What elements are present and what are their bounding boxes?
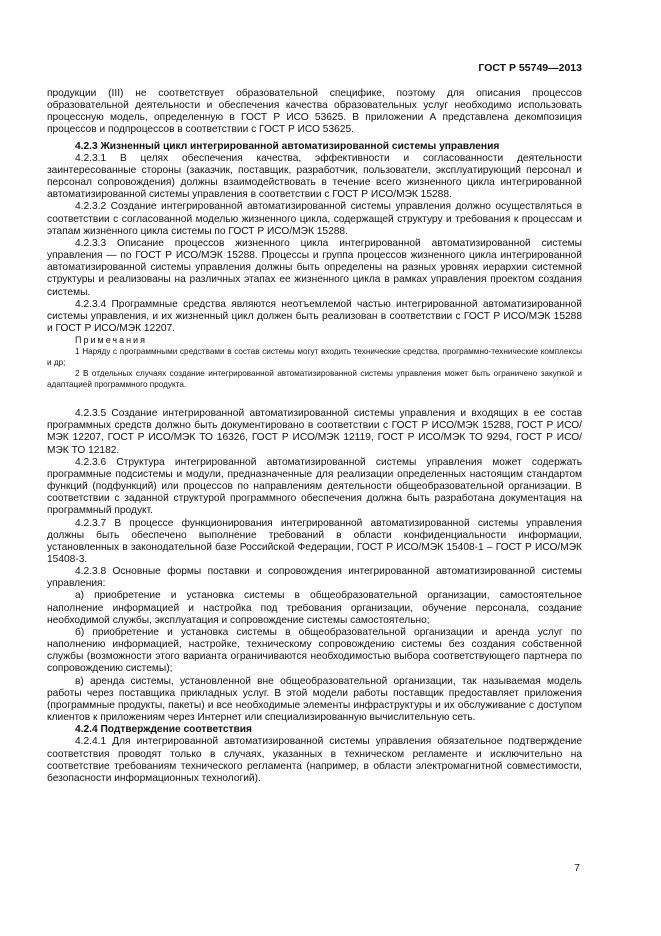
section-heading-4-2-3: 4.2.3 Жизненный цикл интегрированной автоматизированной системы управления [75, 140, 500, 152]
list-item-a: а) приобретение и установка системы в общеобразовательной организации, самостоятельное наполнение информацией и настройка под требования организации, обучение персонала, создание необходимой службы, эксплуатация и сопровождение системы самостоятельно; [47, 590, 582, 626]
document-header-id: ГОСТ Р 55749—2013 [478, 62, 582, 74]
paragraph-4-2-3-6: 4.2.3.6 Структура интегрированной автоматизированной системы управления может содержать программные подсистемы и модули, предназначенные для реализации определенных настоящим стандартом функций (подфункций) или процессов по направлениям деятельности общеобразовательной организации. В соответствии с заданной структурой программного обеспечения должна быть разработана документация на программный продукт. [47, 456, 582, 517]
paragraph-4-2-3-4: 4.2.3.4 Программные средства являются неотъемлемой частью интегрированной автоматизированной системы управления, и их жизненный цикл должен быть реализован в соответствии с ГОСТ Р ИСО/МЭК 15288 и ГОСТ Р ИСО/МЭК 12207. [47, 298, 582, 334]
notes-title: Примечания [75, 335, 147, 346]
paragraph-intro: продукции (III) не соответствует образовательной специфике, поэтому для описания процессов образовательной деятельности и обеспечения качества образовательных услуг необходимо использовать процессную модель, определенную в ГОСТ Р ИСО 53625. В приложении А представлена декомпозиция процессов и подпроцессов в соответствии с ГОСТ Р ИСО 53625. [47, 88, 582, 136]
page-number: 7 [574, 862, 580, 874]
paragraph-4-2-3-7: 4.2.3.7 В процессе функционирования интегрированной автоматизированной системы управления должны быть обеспечено выполнение требований в области конфиденциальности информации, установленных в законодательной базе Российской Федерации, ГОСТ Р ИСО/МЭК 15408-1 – ГОСТ Р ИСО/МЭК 15408-3. [47, 517, 582, 565]
list-item-b: б) приобретение и установка системы в общеобразовательной организации и аренда услуг по наполнению информацией, настройке, техническому сопровождению системы без создания собственной службы (возможности этого варианта ограничиваются необходимостью выбора соответствующего партнера по сопровождению системы); [47, 626, 582, 675]
list-item-c: в) аренда системы, установленной вне общеобразовательной организации, так называемая модель работы через поставщика прикладных услуг. В этой модели работы поставщик предоставляет приложения (программные продукты, пакеты) и все необходимые элементы инфраструктуры и их обслуживание с доступом клиентов к приложениям через Интернет или специализированную вычислительную сеть. [47, 675, 582, 724]
paragraph-4-2-3-1: 4.2.3.1 В целях обеспечения качества, эффективности и согласованности деятельности заинтересованные стороны (заказчик, поставщик, разработчик, пользователи, эксплуатирующий персонал и персонал сопровождения) должны взаимодействовать в течение всего жизненного цикла интегрированной автоматизированной системы управления в соответствии с ГОСТ Р ИСО/МЭК 15288. [47, 152, 582, 201]
paragraph-4-2-3-2: 4.2.3.2 Создание интегрированной автоматизированной системы управления должно осуществляться в соответствии с согласованной моделью жизненного цикла, содержащей структуру и требования к процессам и этапам жизненного цикла системы по ГОСТ Р ИСО/МЭК 15288. [47, 201, 582, 237]
spacer [47, 390, 582, 408]
note-2: 2 В отдельных случаях создание интегрированной автоматизированной системы управления может быть ограничено закупкой и адаптацией программного продукта. [47, 369, 582, 390]
document-body [47, 88, 582, 785]
section-heading-4-2-4: 4.2.4 Подтверждение соответствия [75, 724, 252, 736]
paragraph-4-2-4-1: 4.2.4.1 Для интегрированной автоматизированной системы управления обязательное подтверждение соответствия проводят только в случаях, указанных в техническом регламенте и исключительно на соответствие требованиям технического регламента (например, в области электромагнитной совместимости, безопасности информационных технологий). [47, 736, 582, 784]
paragraph-4-2-3-8: 4.2.3.8 Основные формы поставки и сопровождения интегрированной автоматизированной системы управления: [47, 566, 582, 590]
paragraph-4-2-3-3: 4.2.3.3 Описание процессов жизненного цикла интегрированной автоматизированной системы управления — по ГОСТ Р ИСО/МЭК 15288. Процессы и группа процессов жизненного цикла интегрированной автоматизированной системы управления должны быть определены на разных уровнях иерархии системной структуры и реализованы на различных этапах ее жизненного цикла в рамках управления проектом создания системы. [47, 237, 582, 298]
paragraph-4-2-3-5: 4.2.3.5 Создание интегрированной автоматизированной системы управления и входящих в ее состав программных средств должно быть документировано в соответствии с ГОСТ Р ИСО/МЭК 15288, ГОСТ Р ИСО/МЭК 12207, ГОСТ Р ИСО/МЭК ТО 16326, ГОСТ Р ИСО/МЭК 12119, ГОСТ Р ИСО/МЭК ТО 9294, ГОСТ Р ИСО/МЭК ТО 12182. [47, 408, 582, 456]
note-1: 1 Наряду с программными средствами в состав системы могут входить технические средства, программно-технические комплексы и др; [47, 347, 582, 368]
